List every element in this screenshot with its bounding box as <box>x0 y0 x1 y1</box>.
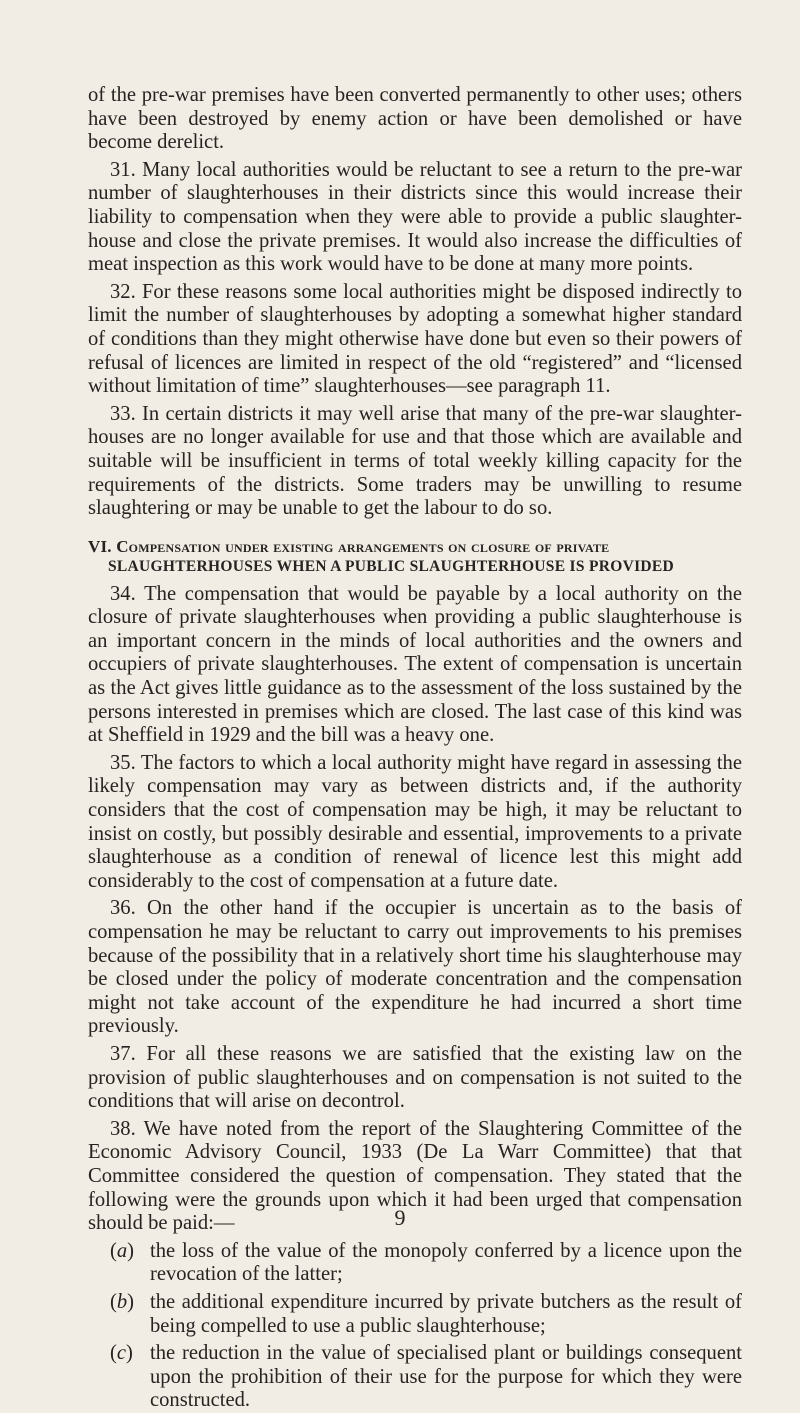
paragraph-36: 36. On the other hand if the occupier is uncertain as to the basis of compensation he may be reluctant to carry out improvements to his premises because of the possibility that in a relatively short time his slaughterhouse may be closed under the policy of moderate concentration and the compensation might not take account of the expenditure he had incurred a short time previously. <box>88 897 742 1038</box>
section-heading-line-2: SLAUGHTERHOUSES WHEN A PUBLIC SLAUGHTERHOUSE IS PROVIDED <box>108 557 675 575</box>
paragraph-33: 33. In certain districts it may well arise that many of the pre-war slaughter-houses are no longer available for use and that those which are available and suitable will be insufficient in terms of total weekly killing capacity for the requirements of the districts. Some traders may be unwilling to resume slaughtering or may be unable to get the labour to do so. <box>88 402 742 520</box>
paragraph-38: 38. We have noted from the report of the Slaughtering Committee of the Economic Advisory Council, 1933 (De La Warr Committee) that that Committee considered the question of compensation. They stated that the following were the grounds upon which it had been urged that compensation should be paid:— <box>88 1117 742 1235</box>
list-item-text: the loss of the value of the monopoly conferred by a licence upon the revocation of the latter; <box>150 1239 742 1286</box>
list-item-marker: (a) <box>110 1239 135 1262</box>
opening-paragraph: of the pre-war premises have been converted permanently to other uses; others have been destroyed by enemy action or have been demolished or have become derelict. <box>88 84 742 154</box>
compensation-grounds-list <box>88 1240 742 1413</box>
paragraph-32: 32. For these reasons some local authorities might be disposed indirectly to limit the number of slaughterhouses by adopting a somewhat higher standard of conditions than they might otherwise have done but even so their powers of refusal of licences are limited in respect of the old “registered” and “licensed without limitation of time” slaughterhouses—see paragraph 11. <box>88 280 742 398</box>
list-item-text: the additional expenditure incurred by private butchers as the result of being compelled to use a public slaughterhouse; <box>150 1290 742 1337</box>
page-number: 9 <box>394 1205 406 1230</box>
list-item-text: the reduction in the value of specialised plant or buildings consequent upon the prohibition of their use for the purpose for which they were constructed. <box>150 1342 742 1412</box>
list-item <box>110 1342 742 1413</box>
paragraph-35: 35. The factors to which a local authority might have regard in assessing the likely compensation may vary as between districts and, if the authority considers that the cost of compensation may be high, it may be reluctant to insist on costly, but possibly desirable and essential, improvements to a private slaughterhouse as a condition of renewal of licence lest this might add considerably to the cost of compensation at a future date. <box>88 751 742 892</box>
section-heading <box>88 537 742 577</box>
list-item <box>110 1291 742 1338</box>
list-item-marker: (b) <box>110 1290 135 1313</box>
list-item <box>110 1240 742 1287</box>
paragraph-34: 34. The compensation that would be payable by a local authority on the closure of private slaughterhouses when providing a public slaughterhouse is an important concern in the minds of local authorities and the owners and occupiers of private slaughterhouses. The extent of compensation is uncertain as the Act gives little guidance as to the assessment of the loss sustained by the persons interested in premises which are closed. The last case of this kind was at Sheffield in 1929 and the bill was a heavy one. <box>88 582 742 747</box>
paragraph-31: 31. Many local authorities would be reluctant to see a return to the pre-war number of slaughterhouses in their districts since this would increase their liability to compensation when they were able to provide a public slaughter-house and close the private premises. It would also increase the difficulties of meat inspection as this work would have to be done at many more points. <box>88 158 742 276</box>
section-heading-line-1: VI. Compensation under existing arrangements on closure of private <box>88 536 610 556</box>
list-item-marker: (c) <box>110 1342 133 1365</box>
paragraph-37: 37. For all these reasons we are satisfied that the existing law on the provision of public slaughterhouses and on compensation is not suited to the conditions that will arise on decontrol. <box>88 1042 742 1113</box>
